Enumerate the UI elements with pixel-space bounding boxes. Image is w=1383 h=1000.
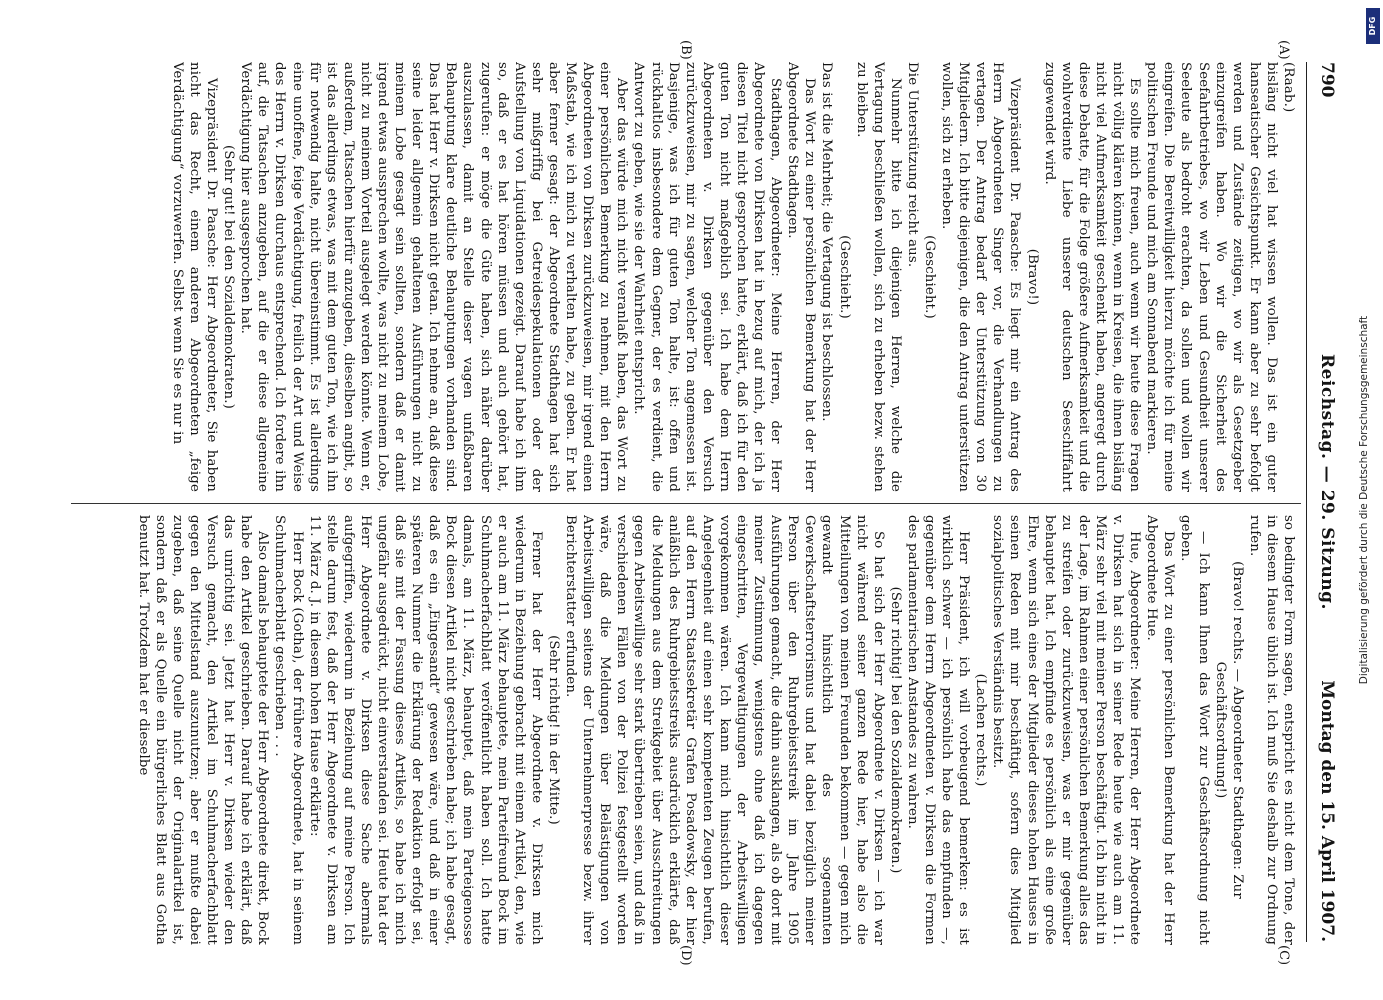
paragraph: Vizepräsident Dr. Paasche: Herr Abgeordneter, Sie haben nicht das Recht, einem anderen Abgeordneten „feige Verdächtigung“ vorzuwerfen. Selbst wenn Sie es nur in	[169, 62, 220, 492]
paragraph: bisläng nicht viel hat wissen wollen. Das ist ein guter hanseatischer Gesichtspunkt. Er kann aber zu sehr befolgt werden und Zustände zeitigen, wo wir als Gesetzgeber einzugreifen haben. Wo wir die Sicherheit des Seefahrtbetriebes, wo wir Leben und Gesundheit unserer Seeleute als bedroht erachten, da sollen und wollen wir eingreifen. Die Bereitwilligkeit hierzu möchte ich für meine politischen Freunde und mich am Sonnabend markieren.	[1144, 62, 1279, 492]
paragraph: Herr Präsident, ich will vorbeugend bemerken: es ist wirklich schwer — ich persönlich habe das empfunden —, gegenüber dem Herrn Abgeordneten v. Dirksen die Formen des parlamentarischen Anstandes zu wahren.	[904, 515, 972, 945]
credit-text: Digitalisierung gefördert durch die Deutsche Forschungsgemeinschaft	[1358, 315, 1370, 685]
page-date: Montag den 15. April 1907.	[1317, 680, 1337, 942]
paragraph: Vizepräsident Dr. Paasche: Es liegt mir ein Antrag des Herrn Abgeordneten Singer vor, die Verhandlungen zu vertagen. Der Antrag bedarf der Unterstützung von 30 Mitgliedern. Ich bitte diejenigen, die den Antrag unterstützen wollen, sich zu erheben.	[939, 62, 1023, 492]
digitization-credit	[1358, 10, 1382, 990]
interjection: (Bravo!)	[1024, 248, 1040, 306]
paragraph: — Ich kann Ihnen das Wort zur Geschäftsordnung nicht geben.	[1178, 515, 1211, 945]
interjection: (Lachen rechts.)	[973, 673, 989, 787]
paragraph: Das Wort zu einer persönlichen Bemerkung hat der Herr Abgeordnete Stadthagen.	[785, 62, 818, 492]
quotation: Herr Bock (Gotha), der frühere Abgeordnete, hat in seinem Schuhmacherblatt geschrieben . . .	[272, 515, 305, 945]
interjection: (Sehr gut! bei den Sozialdemokraten.)	[221, 145, 237, 409]
paragraph: Hue, Abgeordneter: Meine Herren, der Herr Abgeordnete v. Dirksen hat sich in seiner Rede heute wie auch am 11. März sehr viel mit meiner Person beschäftigt. Ich bin nicht in der Lage, im Rahmen einer persönlichen Bemerkung alles das zu streifen oder zurückzuweisen, was er mir gegenüber behauptet hat. Ich empfinde es persönlich als eine große Ehre, wenn sich eines der Mitglieder dieses hohen Hauses in seinen Reden mit mir beschäftigt, sofern dies Mitglied sozialpolitisches Verständnis besitzt.	[990, 515, 1143, 945]
margin-marker-c: (C)	[1276, 945, 1291, 966]
paragraph: Es sollte mich freuen, auch wenn wir heute diese Fragen nicht völlig klären können, wenn in Kreisen, die ihnen bisläng nicht viel Aufmerksamkeit geschenkt haben, angeregt durch diese Debatte, für die Folge größere Aufmerksamkeit und die wohlverdiente Liebe unserer deutschen Seeschiffahrt zugewendet wird.	[1041, 62, 1143, 492]
interjection: (Geschieht.)	[922, 235, 938, 319]
left-column	[57, 62, 1297, 492]
paragraph: so bedingter Form sagen, entspricht es nicht dem Tone, der in diesem Hause üblich ist. Ich muß Sie deshalb zur Ordnung rufen.	[1246, 515, 1296, 945]
column-divider	[71, 503, 1301, 504]
page-header	[1307, 62, 1347, 942]
paragraph: So hat sich der Herr Abgeordnete v. Dirksen — ich war nicht während seiner ganzen Rede hier, habe also die Mitteilungen von meinen Freunden bekommen — gegen mich gewandt hinsichtlich des sogenannten Gewerkschaftsterrorismus und hat dabei bezüglich meiner Person über den Ruhrgebietsstreik im Jahre 1905 Ausführungen gemacht, die dahin ausklangen, als ob dort mit meiner Zustimmung, wenigstens ohne daß ich dagegen eingeschritten, Vergewaltigungen der Arbeitswilligen vorgekommen wären. Ich kann mich hinsichtlich dieser Angelegenheit auf einen sehr kompetenten Zeugen berufen, auf den Herrn Staatssekretär Grafen Posadowsky, der hier anläßlich des Ruhrgebietsstreiks ausdrücklich erklärte, daß die Meldungen aus dem Streikgebiet über Ausschreitungen gegen Arbeitswillige sehr stark übertrieben seien, und daß in verschiedenen Fällen von der Polizei festgestellt worden wäre, daß die Meldungen über Belästigungen von Arbeitswilligen seitens der Unternehmerpresse bezw. ihrer Berichterstatter erfunden.	[563, 515, 886, 945]
paragraph: Aber das würde mich nicht veranlaßt haben, das Wort zu einer persönlichen Bemerkung zu nehmen, mit den Herrn Abgeordneten von Dirksen zurückzuweisen, mir irgend einen Maßstab, wie ich mich zu verhalten habe, zu geben. Er hat aber ferner gesagt: der Abgeordnete Stadthagen hat sich sehr mißgriffig bei Getreidespekulationen oder der Aufstellung von Liquidationen gezeigt. Darauf habe ich ihm so, daß er es hat hören müssen und auch gehört hat, zugerufen: er möge die Güte haben, sich näher darüber auszulassen, damit an Stelle dieser vagen unfaßbaren Behauptung klare deutliche Behauptungen vorhanden sind. Das hat Herr v. Dirksen nicht getan. Ich nehme an, daß diese seine leider allgemein gehaltenen Ausführungen nicht zu meinem Lobe gesagt sein sollten, sondern daß er damit irgend etwas aussprechen wollte, was nicht zu meinem Lobe, nicht zu meinem Vorteil ausgelegt werden könnte. Wenn er, außerdem, Tatsachen hierfür anzugeben, dieselben angibt, so ist das allerdings etwas, was mit dem guten Ton, wie ich ihn für notwendig halte, nicht übereinstimmt. Es ist allerdings eine unoffene, feige Verdächtigung, freilich der Art und Weise des Herrn v. Dirksen durchaus entsprechend. Ich fordere ihn auf, die Tatsachen anzugeben, auf die er diese allgemeine Verdächtigung hier ausgesprochen hat.	[238, 62, 630, 492]
paragraph: Ferner hat der Herr Abgeordnete v. Dirksen mich wiederum in Beziehung gebracht mit einem Artikel, den, wie er auch am 11. März behauptete, mein Parteifreund Bock im Schuhmacherfachblatt veröffentlicht haben soll. Ich hatte damals, am 11. März, behauptet, daß mein Parteigenosse Bock diesen Artikel nicht geschrieben habe; ich habe gesagt, daß es ein „Eingesandt“ gewesen wäre, und daß in einer späteren Nummer die Erklärung der Redaktion erfolgt sei, daß sie mit der Fassung dieses Artikels, so habe ich mich ungefähr ausgedrückt, nicht einverstanden sei. Heute hat der Herr Abgeordnete v. Dirksen diese Sache abermals aufgegriffen, wiederum in Beziehung auf meine Person. Ich stelle darum fest, daß der Herr Abgeordnete v. Dirksen am 11. März d. J. in diesem hohen Hause erklärte:	[306, 515, 544, 945]
interjection: (Sehr richtig! in der Mitte.)	[545, 635, 561, 825]
margin-marker-a: (A)	[1276, 40, 1291, 60]
page-title: Reichstag. — 29. Sitzung.	[1317, 354, 1337, 610]
paragraph: Nunmehr bitte ich diejenigen Herren, welche die Vertagung beschließen wollen, sich zu erheben bezw. stehen zu bleiben.	[853, 62, 903, 492]
speaker-note: (Raab.)	[1281, 62, 1296, 113]
interjection: (Geschieht.)	[836, 235, 852, 319]
interjection: (Sehr richtig! bei den Sozialdemokraten.)	[887, 586, 903, 874]
page-number: 790	[1317, 62, 1337, 98]
right-column	[57, 515, 1297, 945]
dfg-logo-text: DFG	[1368, 16, 1377, 36]
paragraph: Das ist die Mehrheit; die Vertagung ist beschlossen.	[819, 62, 835, 422]
margin-marker-d: (D)	[678, 945, 693, 966]
paragraph: Das Wort zu einer persönlichen Bemerkung hat der Herr Abgeordnete Hue.	[1144, 515, 1177, 945]
paragraph: Die Unterstützung reicht aus.	[904, 62, 920, 268]
margin-marker-b: (B)	[678, 40, 693, 60]
paragraph: Stadthagen, Abgeordneter: Meine Herren, der Herr Abgeordnete von Dirksen hat in bezug auf mich, der ich ja diesen Titel nicht gesprochen hatte, erklärt, daß ich für den guten Ton nicht maßgeblich sei. Ich habe dem Herrn Abgeordneten v. Dirksen gegenüber den Versuch zurückzuweisen, mir zu sagen, welcher Ton angemessen ist. Dasjenige, was ich für guten Ton halte, ist: offen und rückhaltlos insbesondere dem Gegner, der es verdient, die Antwort zu geben, wie sie der Wahrheit entspricht.	[631, 62, 784, 492]
header-rule	[1306, 62, 1307, 942]
paragraph: Also damals behauptete der Herr Abgeordnete direkt, Bock habe den Artikel geschrieben. Darauf habe ich erklärt, daß das unrichtig sei. Jetzt hat Herr v. Dirksen wieder den Versuch gemacht, den Artikel im Schuhmacherfachblatt gegen den Mittelstand auszunutzen; aber er mußte dabei zugeben, daß seine Quelle nicht der Originalartikel ist, sondern daß er als Quelle ein bürgerliches Blatt aus Gotha benutzt hat. Trotzdem hat er dieselbe	[135, 515, 271, 945]
interjection: (Bravo! rechts. — Abgeordneter Stadthagen: Zur Geschäftsordnung!)	[1212, 561, 1245, 899]
